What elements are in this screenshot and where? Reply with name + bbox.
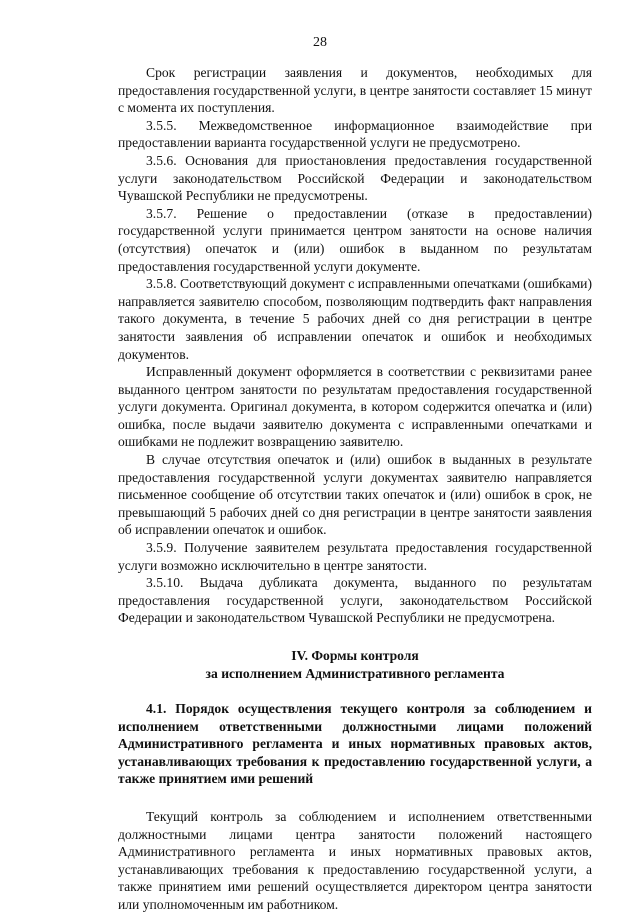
subsection-heading: 4.1. Порядок осуществления текущего контроля за соблюдением и исполнением ответственными должностными лицами положений Административного регламента и иных нормативных правовых актов, устанавливающих требования к предоставлению государственной услуги, а также принятием ими решений xyxy=(118,701,592,787)
paragraph-3-5-7: 3.5.7. Решение о предоставлении (отказе в предоставлении) государственной услуги принимается центром занятости на основе наличия (отсутствия) опечаток и (или) ошибок в выданном по результатам предоставления государственной услуги документе. xyxy=(118,205,592,274)
paragraph-3-5-6: 3.5.6. Основания для приостановления предоставления государственной услуги законодательством Российской Федерации и законодательством Чувашской Республики не предусмотрены. xyxy=(118,152,592,204)
section-heading xyxy=(118,647,592,683)
paragraph-3-5-9: 3.5.9. Получение заявителем результата предоставления государственной услуги возможно исключительно в центре занятости. xyxy=(118,540,592,573)
page-number: 28 xyxy=(313,35,327,50)
paragraph-3-5-10: 3.5.10. Выдача дубликата документа, выданного по результатам предоставления государственной услуги, законодательством Российской Федерации и законодательством Чувашской Республики не предусмотрена. xyxy=(118,575,592,626)
paragraph-3-5-8: 3.5.8. Соответствующий документ с исправленными опечатками (ошибками) направляется заявителю способом, позволяющим подтвердить факт направления такого документа, в течение 5 рабочих дней со дня регистрации в центре занятости заявления об исправлении опечаток и ошибок и необходимых документов. xyxy=(118,276,592,362)
paragraph-corrected-document: Исправленный документ оформляется в соответствии с реквизитами ранее выданного центром занятости по результатам предоставления государственной услуги документа. Оригинал документа, в котором содержится опечатка и (или) ошибка, после выдачи заявителю документа с исправленными опечатками и ошибками не подлежит возвращению заявителю. xyxy=(118,364,592,450)
section-title-line-2: за исполнением Административного регламента xyxy=(205,666,505,681)
section-title-line-1: IV. Формы контроля xyxy=(291,648,419,663)
paragraph-no-errors-case: В случае отсутствия опечаток и (или) ошибок в выданных в результате предоставления государственной услуги документах заявителю направляется письменное сообщение об отсутствии таких опечаток и (или) ошибок в срок, не превышающий 5 рабочих дней со дня регистрации в центре занятости заявления об исправлении опечаток и ошибок. xyxy=(118,452,592,538)
paragraph-current-control: Текущий контроль за соблюдением и исполнением ответственными должностными лицами центра занятости положений настоящего Административного регламента и иных нормативных правовых актов, устанавливающих требования к предоставлению государственной услуги, а также принятием ими решений осуществляется директором центра занятости или уполномоченным им работником. xyxy=(118,808,592,912)
paragraph-registration-time: Срок регистрации заявления и документов, необходимых для предоставления государственной услуги, в центре занятости составляет 15 минут с момента их поступления. xyxy=(118,65,592,116)
paragraph-3-5-5: 3.5.5. Межведомственное информационное взаимодействие при предоставлении варианта государственной услуги не предусмотрено. xyxy=(118,117,592,151)
document-body xyxy=(118,64,592,914)
